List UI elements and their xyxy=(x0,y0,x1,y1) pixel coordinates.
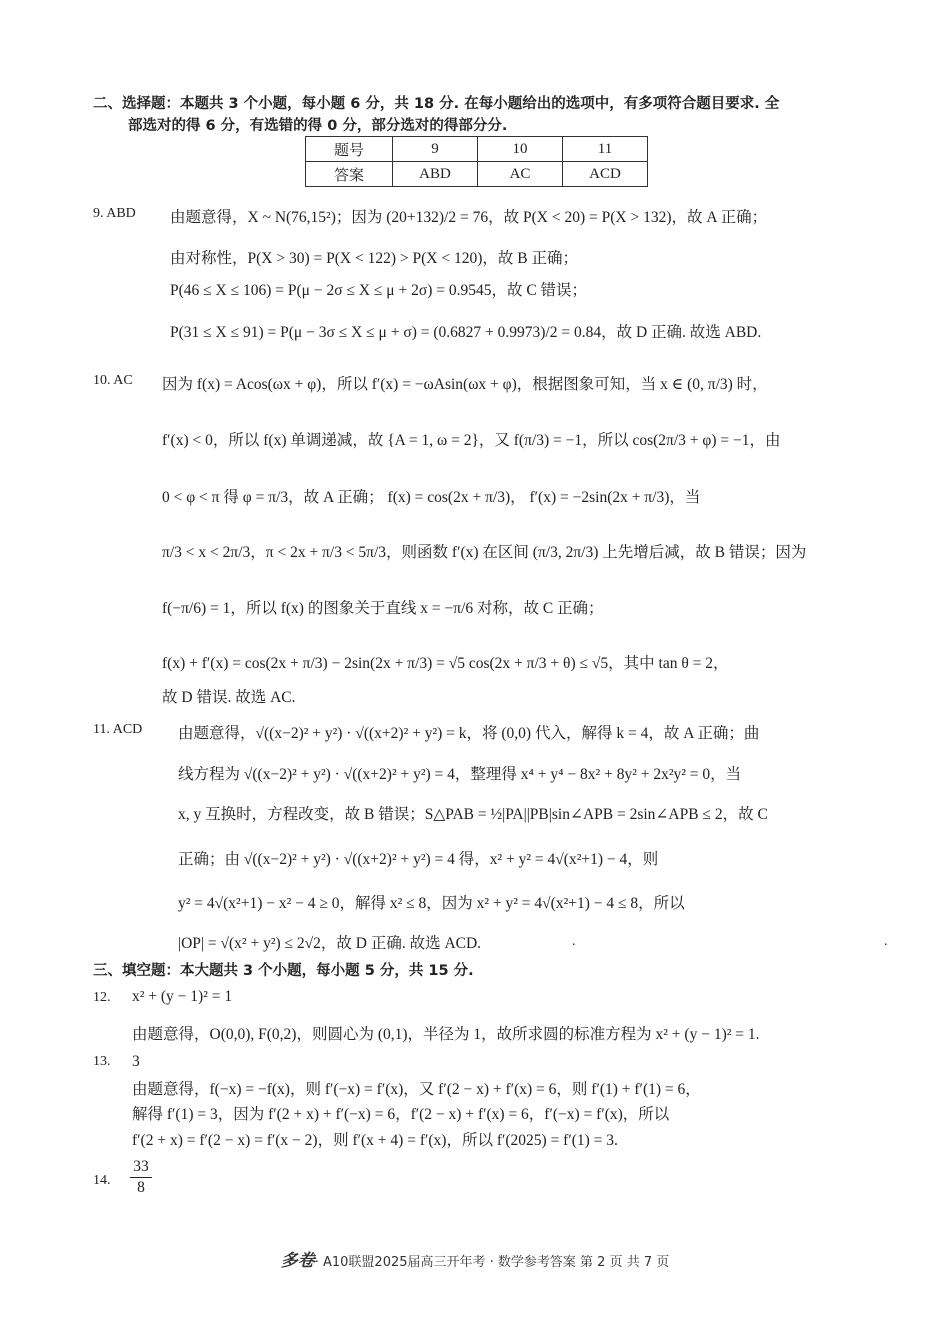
table-cell: 11 xyxy=(563,137,648,162)
q9-line: 由对称性，P(X > 30) = P(X < 122) > P(X < 120)，故 B 正确； xyxy=(170,250,578,267)
q12-answer: x² + (y − 1)² = 1 xyxy=(132,988,233,1005)
q14-denominator: 8 xyxy=(137,1179,145,1196)
q14-fraction xyxy=(130,1158,152,1197)
section3-title: 三、填空题：本大题共 3 个小题，每小题 5 分，共 15 分. xyxy=(93,963,474,979)
section2-title-line1: 二、选择题：本题共 3 个小题，每小题 6 分，共 18 分. 在每小题给出的选项中，有多项符合题目要求. 全 xyxy=(93,96,780,112)
q13-line: 由题意得，f(−x) = −f(x)，则 f′(−x) = f′(x)，又 f′(2 − x) + f′(x) = 6，则 f′(1) + f′(1) = 6， xyxy=(132,1081,701,1098)
footer-text: · A10联盟2025届高三开年考 · 数学参考答案 第 2 页 共 7 页 xyxy=(314,1255,670,1270)
q9-number: 9. ABD xyxy=(93,206,136,221)
q10-line: 故 D 错误. 故选 AC. xyxy=(162,689,296,706)
table-row xyxy=(306,137,648,162)
q10-line: f′(x) < 0，所以 f(x) 单调递减，故 {A = 1, ω = 2}，又 f(π/3) = −1，所以 cos(2π/3 + φ) = −1，由 xyxy=(162,432,781,449)
q13-line: 解得 f′(1) = 3，因为 f′(2 + x) + f′(−x) = 6，f′(2 − x) + f′(x) = 6，f′(−x) = f′(x)，所以 xyxy=(132,1106,670,1123)
q10-number: 10. AC xyxy=(93,373,133,388)
answer-table xyxy=(305,136,648,187)
q12-line: 由题意得，O(0,0), F(0,2)，则圆心为 (0,1)，半径为 1，故所求圆的标准方程为 x² + (y − 1)² = 1. xyxy=(132,1026,760,1043)
q11-line: |OP| = √(x² + y²) ≤ 2√2，故 D 正确. 故选 ACD. xyxy=(178,935,482,952)
q9-line: P(31 ≤ X ≤ 91) = P(μ − 3σ ≤ X ≤ μ + σ) = (0.6827 + 0.9973)/2 = 0.84，故 D 正确. 故选 ABD. xyxy=(170,324,762,341)
table-cell: ABD xyxy=(393,162,478,187)
q11-number: 11. ACD xyxy=(93,722,143,737)
table-cell: ACD xyxy=(563,162,648,187)
q11-line: x, y 互换时，方程改变，故 B 错误；S△PAB = ½|PA||PB|sin∠APB = 2sin∠APB ≤ 2，故 C xyxy=(178,806,768,823)
page-footer xyxy=(0,1246,950,1271)
fraction-bar xyxy=(130,1177,152,1178)
table-cell: AC xyxy=(478,162,563,187)
q10-line: 0 < φ < π 得 φ = π/3，故 A 正确； f(x) = cos(2x + π/3)， f′(x) = −2sin(2x + π/3)，当 xyxy=(162,489,701,506)
table-cell: 10 xyxy=(478,137,563,162)
q10-line: f(−π/6) = 1，所以 f(x) 的图象关于直线 x = −π/6 对称，故 C 正确； xyxy=(162,600,604,617)
q9-line: P(46 ≤ X ≤ 106) = P(μ − 2σ ≤ X ≤ μ + 2σ) = 0.9545，故 C 错误； xyxy=(170,282,588,299)
q14-number: 14. xyxy=(93,1173,111,1188)
q12-number: 12. xyxy=(93,990,111,1005)
table-cell: 题号 xyxy=(306,137,393,162)
table-cell: 9 xyxy=(393,137,478,162)
q11-line: y² = 4√(x²+1) − x² − 4 ≥ 0，解得 x² ≤ 8，因为 x² + y² = 4√(x²+1) − 4 ≤ 8，所以 xyxy=(178,895,685,912)
q11-line: 由题意得，√((x−2)² + y²) · √((x+2)² + y²) = k，将 (0,0) 代入，解得 k = 4，故 A 正确；曲 xyxy=(178,725,760,742)
q13-line: f′(2 + x) = f′(2 − x) = f′(x − 2)，则 f′(x + 4) = f′(x)，所以 f′(2025) = f′(1) = 3. xyxy=(132,1132,618,1149)
q11-line: 线方程为 √((x−2)² + y²) · √((x+2)² + y²) = 4，整理得 x⁴ + y⁴ − 8x² + 8y² + 2x²y² = 0，当 xyxy=(178,766,742,783)
q13-number: 13. xyxy=(93,1054,111,1069)
q10-line: 因为 f(x) = Acos(ωx + φ)，所以 f′(x) = −ωAsin(ωx + φ)，根据图象可知，当 x ∈ (0, π/3) 时， xyxy=(162,376,768,393)
q11-line: 正确；由 √((x−2)² + y²) · √((x+2)² + y²) = 4 得，x² + y² = 4√(x²+1) − 4，则 xyxy=(178,851,659,868)
stray-dot: . xyxy=(572,934,576,949)
q9-line: 由题意得，X ~ N(76,15²)；因为 (20+132)/2 = 76，故 P(X < 20) = P(X > 132)，故 A 正确； xyxy=(170,209,768,226)
q10-line: f(x) + f′(x) = cos(2x + π/3) − 2sin(2x + π/3) = √5 cos(2x + π/3 + θ) ≤ √5，其中 tan θ = 2， xyxy=(162,655,729,672)
table-cell: 答案 xyxy=(306,162,393,187)
table-row xyxy=(306,162,648,187)
brand-logo: 多卷 xyxy=(280,1251,315,1271)
q10-line: π/3 < x < 2π/3，π < 2x + π/3 < 5π/3，则函数 f′(x) 在区间 (π/3, 2π/3) 上先增后减，故 B 错误；因为 xyxy=(162,544,807,561)
section2-title-line2: 部选对的得 6 分，有选错的得 0 分，部分选对的得部分分. xyxy=(128,118,508,134)
q14-numerator: 33 xyxy=(133,1158,149,1175)
stray-dot: . xyxy=(884,934,888,949)
q13-answer: 3 xyxy=(132,1053,140,1070)
